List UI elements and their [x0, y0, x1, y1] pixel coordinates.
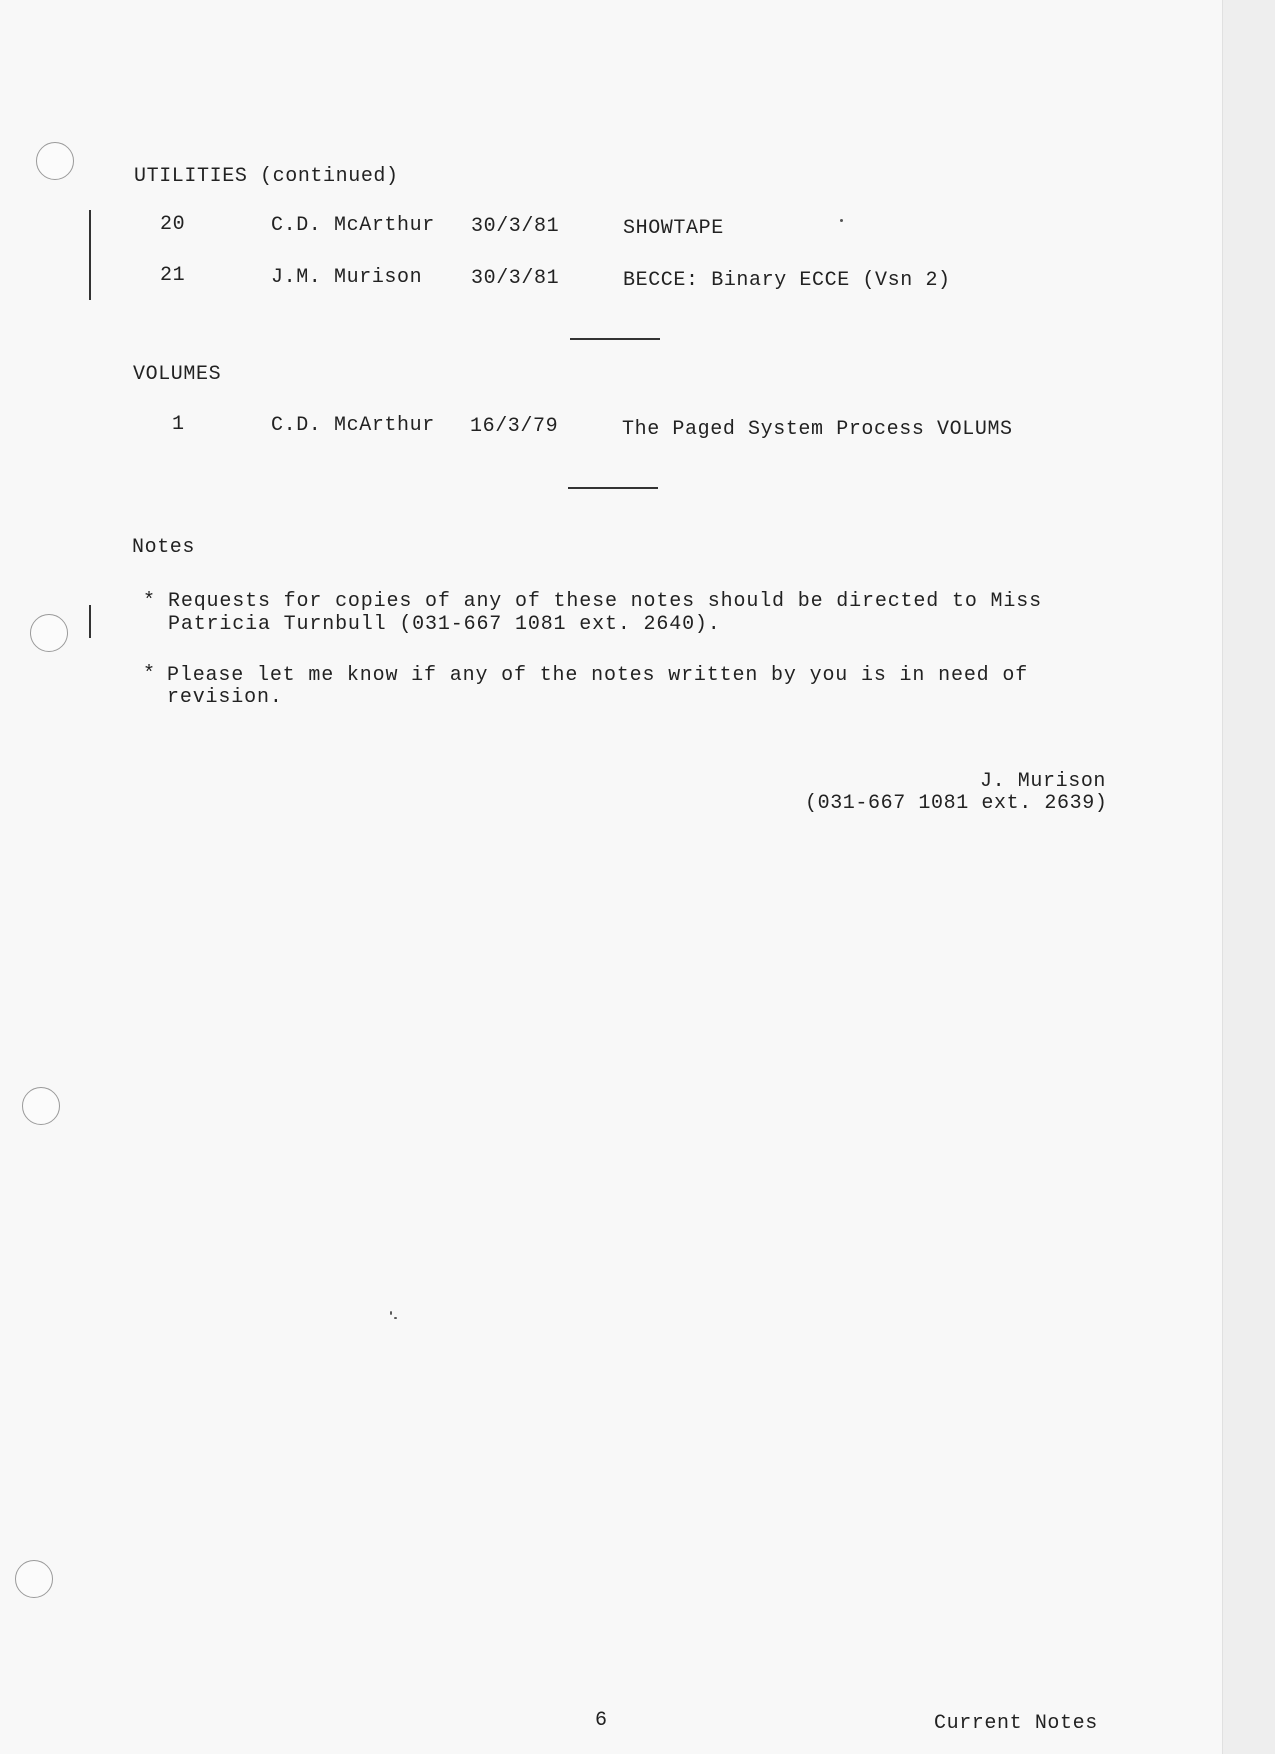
utilities-row-20-date: 30/3/81: [471, 215, 560, 238]
punch-hole: [36, 142, 74, 180]
note-2-line-1: Please let me know if any of the notes written by you is in need of: [167, 664, 1029, 687]
punch-hole: [15, 1560, 53, 1598]
page-number: 6: [595, 1709, 608, 1732]
utilities-row-20-author: C.D. McArthur: [271, 214, 435, 237]
note-2-bullet: *: [143, 663, 156, 686]
scan-speck: [390, 1311, 392, 1315]
utilities-row-20-title: SHOWTAPE: [623, 217, 724, 240]
volumes-row-1-date: 16/3/79: [470, 415, 559, 438]
section-divider: [570, 338, 660, 340]
signature-name: J. Murison: [980, 770, 1107, 793]
volumes-heading: VOLUMES: [133, 363, 222, 386]
utilities-row-21-author: J.M. Murison: [271, 266, 423, 289]
change-bar: [89, 210, 91, 300]
utilities-heading: UTILITIES (continued): [134, 165, 399, 188]
scan-speck: [840, 219, 843, 222]
footer-title: Current Notes: [934, 1712, 1098, 1735]
signature-phone: (031-667 1081 ext. 2639): [805, 792, 1108, 815]
volumes-row-1-author: C.D. McArthur: [271, 414, 435, 437]
page-edge-shadow: [1222, 0, 1275, 1754]
punch-hole: [30, 614, 68, 652]
punch-hole: [22, 1087, 60, 1125]
scan-speck: [394, 1317, 397, 1319]
note-2-line-2: revision.: [167, 686, 283, 709]
note-1-bullet: *: [143, 590, 156, 613]
notes-heading: Notes: [132, 536, 196, 559]
section-divider: [568, 487, 658, 489]
volumes-row-1-number: 1: [172, 413, 185, 436]
note-1-line-1: Requests for copies of any of these notes should be directed to Miss: [168, 590, 1042, 613]
utilities-row-21-date: 30/3/81: [471, 267, 560, 290]
volumes-row-1-title: The Paged System Process VOLUMS: [622, 418, 1013, 441]
utilities-row-21-number: 21: [160, 264, 186, 287]
utilities-row-20-number: 20: [160, 213, 186, 236]
change-bar: [89, 605, 91, 638]
note-1-line-2: Patricia Turnbull (031-667 1081 ext. 2640).: [168, 613, 721, 636]
utilities-row-21-title: BECCE: Binary ECCE (Vsn 2): [623, 269, 951, 292]
